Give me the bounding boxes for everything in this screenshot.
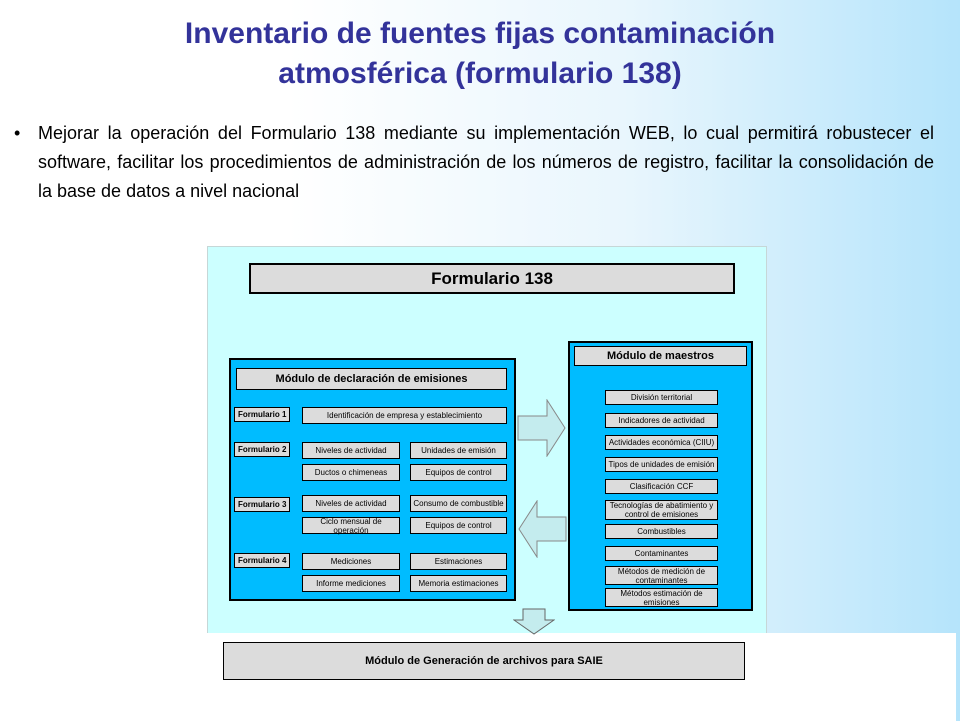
formulario-diagram: [207, 246, 767, 708]
slide-title: [60, 14, 900, 94]
master-item-9: Métodos de medición de contaminantes: [605, 566, 718, 585]
arrow-right-icon: [517, 399, 567, 457]
master-item-3: Actividades económica (CIIU): [605, 435, 718, 450]
form-2-item-1: Niveles de actividad: [302, 442, 400, 459]
master-item-1: División territorial: [605, 390, 718, 405]
form-2-item-4: Equipos de control: [410, 464, 507, 481]
diagram-header: Formulario 138: [249, 263, 735, 294]
form-4-item-3: Informe mediciones: [302, 575, 400, 592]
form-2-label: Formulario 2: [234, 442, 290, 457]
form-4-item-4: Memoria estimaciones: [410, 575, 507, 592]
bullet-text: Mejorar la operación del Formulario 138 mediante su implementación WEB, lo cual permitirá robustecer el software, facilitar los procedimientos de administración de los números de registro, facilitar la consolidación de la base de datos a nivel nacional: [38, 123, 934, 201]
title-line-1: Inventario de fuentes fijas contaminación: [184, 17, 776, 50]
form-3-item-3: Ciclo mensual de operación: [302, 517, 400, 534]
bullet-item: [14, 119, 934, 206]
form-2-item-2: Unidades de emisión: [410, 442, 507, 459]
arrow-down-icon: [513, 608, 555, 635]
master-item-6: Tecnologías de abatimiento y control de emisiones: [605, 500, 718, 520]
bullet-dot-icon: •: [14, 123, 21, 143]
master-item-8: Contaminantes: [605, 546, 718, 561]
generation-module: Módulo de Generación de archivos para SAIE: [223, 642, 745, 680]
form-2-item-3: Ductos o chimeneas: [302, 464, 400, 481]
form-4-item-1: Mediciones: [302, 553, 400, 570]
form-1-item-1: Identificación de empresa y establecimiento: [302, 407, 507, 424]
master-module-title: Módulo de maestros: [574, 346, 747, 366]
title-line-2: atmosférica (formulario 138): [278, 57, 682, 90]
form-4-item-2: Estimaciones: [410, 553, 507, 570]
arrow-left-icon: [517, 500, 567, 558]
form-3-label: Formulario 3: [234, 497, 290, 512]
form-3-item-1: Niveles de actividad: [302, 495, 400, 512]
form-4-label: Formulario 4: [234, 553, 290, 568]
master-item-5: Clasificación CCF: [605, 479, 718, 494]
master-item-2: Indicadores de actividad: [605, 413, 718, 428]
form-3-item-2: Consumo de combustible: [410, 495, 507, 512]
form-1-label: Formulario 1: [234, 407, 290, 422]
form-3-item-4: Equipos de control: [410, 517, 507, 534]
master-item-7: Combustibles: [605, 524, 718, 539]
master-item-10: Métodos estimación de emisiones: [605, 588, 718, 607]
declaration-module-title: Módulo de declaración de emisiones: [236, 368, 507, 390]
master-item-4: Tipos de unidades de emisión: [605, 457, 718, 472]
